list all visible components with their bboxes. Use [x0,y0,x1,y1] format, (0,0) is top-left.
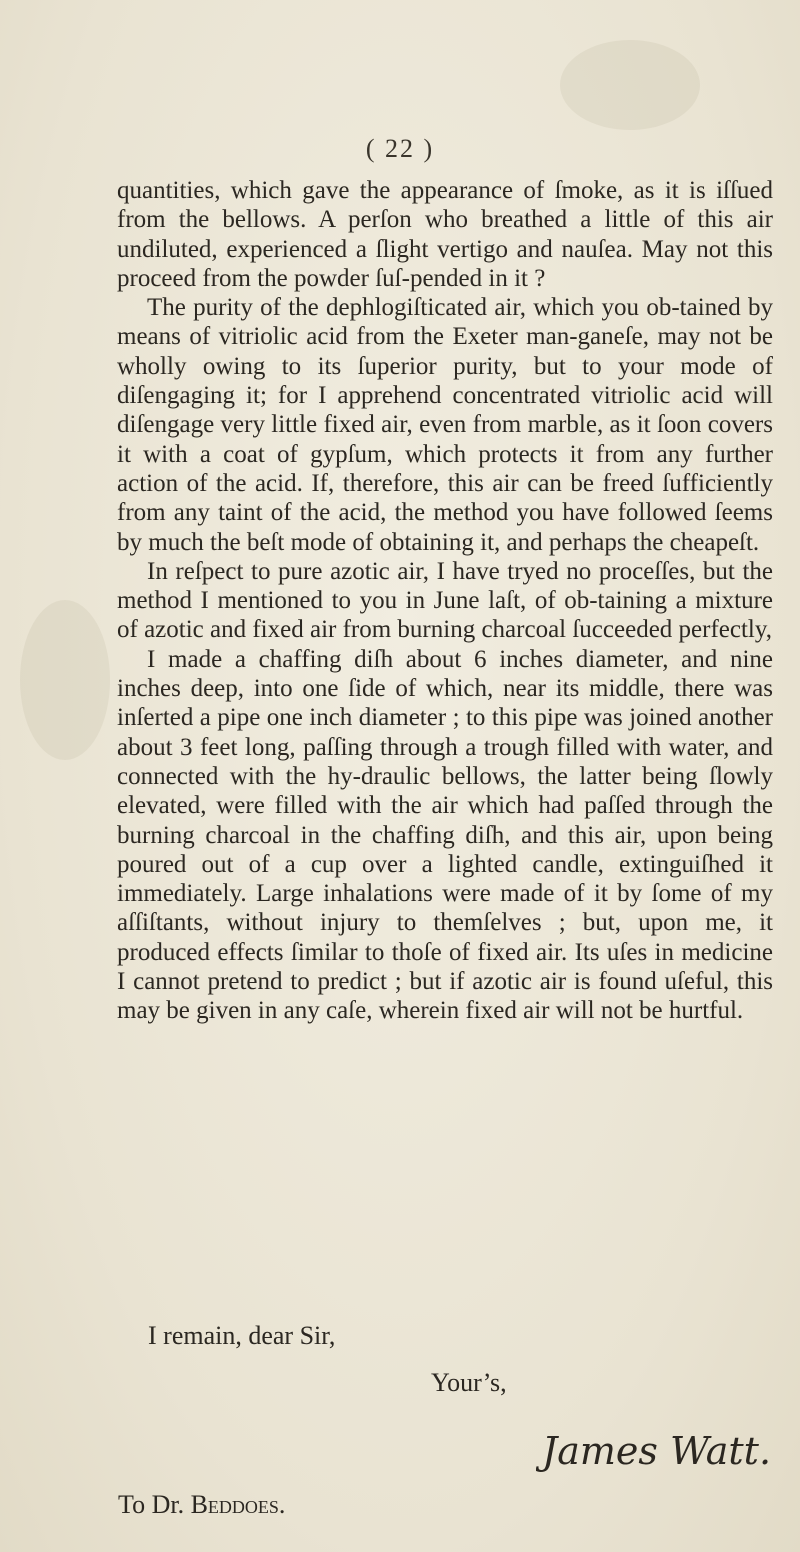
paper-stain [560,40,700,130]
letter-body [117,176,773,1026]
page-number-header: ( 22 ) [365,134,435,163]
addressee-line [118,1490,285,1520]
addressee-name: Beddoes. [190,1490,286,1519]
paragraph-2: The purity of the dephlogiſticated air, which you ob-tained by means of vitriolic acid from the Exeter man-ganeſe, may not be wholly owing to its ſuperior purity, but to your mode of diſengaging it; for I apprehend concentrated vitriolic acid will diſengage very little fixed air, even from marble, as it ſoon covers it with a coat of gypſum, which protects it from any further action of the acid. If, therefore, this air can be freed ſufficiently from any taint of the acid, the method you have followed ſeems by much the beſt mode of obtaining it, and perhaps the cheapeſt. [117,294,773,556]
svg-text:James Watt.: James Watt. [542,1429,772,1473]
paragraph-1: quantities, which gave the appearance of ſmoke, as it is iſſued from the bellows. A perſon who breathed a little of this air undiluted, experienced a ſlight vertigo and nauſea. May not this proceed from the powder ſuſ-pended in it ? [117,177,773,292]
signature-james-watt [536,1420,776,1484]
addressee-prefix: To Dr. [118,1490,191,1519]
paragraph-4: I made a chaffing diſh about 6 inches diameter, and nine inches deep, into one ſide of which, near its middle, there was inſerted a pipe one inch diameter ; to this pipe was joined another about 3 feet long, paſſing through a trough filled with water, and connected with the hy-draulic bellows, the latter being ſlowly elevated, were filled with the air which had paſſed through the burning charcoal in the chaffing diſh, and this air, upon being poured out of a cup over a lighted candle, extinguiſhed it immediately. Large inhalations were made of it by ſome of my aſſiſtants, without injury to themſelves ; but, upon me, it produced effects ſimilar to thoſe of fixed air. Its uſes in medicine I cannot pretend to predict ; but if azotic air is found uſeful, this may be given in any caſe, wherein fixed air will not be hurtful. [117,645,773,1025]
closing-salutation: I remain, dear Sir, [148,1321,336,1350]
paper-stain [20,600,110,760]
paragraph-3: In reſpect to pure azotic air, I have tryed no proceſſes, but the method I mentioned to you in June laſt, of ob-taining a mixture of azotic and fixed air from burning charcoal ſucceeded perfectly, [117,557,773,644]
valediction: Your’s, [431,1368,507,1397]
